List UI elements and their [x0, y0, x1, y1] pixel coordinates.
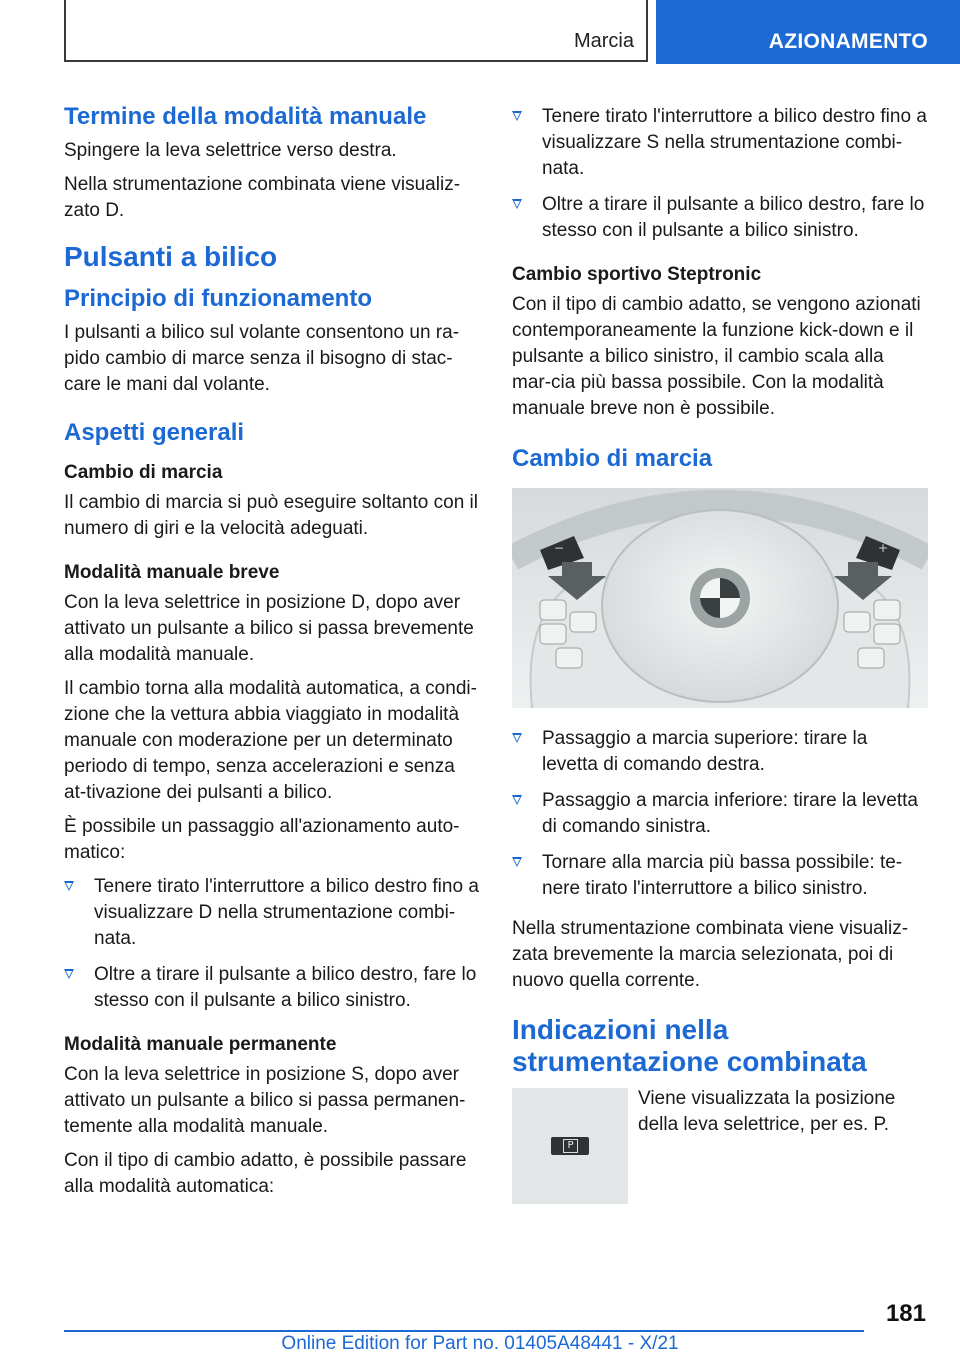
- heading-gear-change: Cambio di marcia: [64, 462, 223, 483]
- header-section-box: [64, 0, 648, 62]
- list-item: [512, 192, 928, 244]
- triangle-bullet-icon: [64, 881, 74, 891]
- list-item: [512, 104, 928, 182]
- heading-instrument-cluster-indications: Indicazioni nella strumentazione combinata: [512, 1014, 867, 1077]
- paragraph: Il cambio di marcia si può eseguire soltanto con il numero di giri e la velocità adeguati.: [64, 492, 478, 539]
- heading-steptronic: Cambio sportivo Steptronic: [512, 264, 762, 285]
- bmw-logo-icon: [690, 568, 750, 628]
- paragraph: Spingere la leva selettrice verso destra.: [64, 140, 397, 161]
- list-item-text: Tenere tirato l'interruttore a bilico destro fino a visualizzare D nella strumentazione combi-nata.: [94, 876, 479, 949]
- triangle-bullet-icon: [512, 199, 522, 209]
- triangle-bullet-icon: [512, 111, 522, 121]
- list-item-text: Oltre a tirare il pulsante a bilico destro, fare lo stesso con il pulsante a bilico sinistro.: [94, 964, 477, 1011]
- heading-general: Aspetti generali: [64, 419, 245, 446]
- paragraph: Con la leva selettrice in posizione S, dopo aver attivato un pulsante a bilico si passa permanen-temente alla modalità manuale.: [64, 1064, 466, 1137]
- bullet-list: [64, 874, 480, 1014]
- footer-rule: [64, 1330, 864, 1332]
- svg-text:+: +: [878, 541, 889, 555]
- bullet-list: [512, 104, 928, 244]
- triangle-bullet-icon: [512, 733, 522, 743]
- list-item: [64, 962, 480, 1014]
- page-number: 181: [885, 1300, 926, 1327]
- gear-display: [551, 1137, 589, 1155]
- heading-principle: Principio di funzionamento: [64, 285, 372, 312]
- paragraph: Nella strumentazione combinata viene visualiz-zato D.: [64, 174, 461, 221]
- indicator-row: [512, 1088, 928, 1208]
- paragraph: Viene visualizzata la posizione della leva selettrice, per es. P.: [638, 1088, 896, 1135]
- paragraph: Nella strumentazione combinata viene visualiz-zata brevemente la marcia selezionata, poi di nuovo quella corrente.: [512, 918, 909, 991]
- paragraph: Con il tipo di cambio adatto, se vengono azionati contemporaneamente la funzione kick-down e il pulsante a bilico sinistro, il cambio scala alla mar-cia più bassa possibile. Con la modalità manuale breve non è possibile.: [512, 294, 921, 419]
- triangle-bullet-icon: [512, 795, 522, 805]
- paragraph: I pulsanti a bilico sul volante consentono un ra-pido cambio di marce senza il bisogno di stac-care le mani dal volante.: [64, 322, 460, 395]
- paragraph: Con la leva selettrice in posizione D, dopo aver attivato un pulsante a bilico si passa brevemente alla modalità manuale.: [64, 592, 474, 665]
- list-item: [512, 850, 928, 902]
- list-item-text: Tornare alla marcia più bassa possibile: te-nere tirato l'interruttore a bilico sinistro.: [542, 852, 903, 899]
- paragraph: Il cambio torna alla modalità automatica, a condi-zione che la vettura abbia viaggiato in modalità manuale con moderazione per un determinato periodo di tempo, senza accelerazioni e senza at-tivazione dei pulsanti a bilico.: [64, 678, 477, 803]
- list-item-text: Passaggio a marcia inferiore: tirare la levetta di comando sinistra.: [542, 790, 918, 837]
- heading-paddle-switches: Pulsanti a bilico: [64, 241, 278, 272]
- triangle-bullet-icon: [512, 857, 522, 867]
- heading-short-manual-mode: Modalità manuale breve: [64, 562, 280, 583]
- list-item: [512, 726, 928, 778]
- heading-gear-change: Cambio di marcia: [512, 445, 713, 472]
- heading-end-manual-mode: Termine della modalità manuale: [64, 103, 427, 130]
- paragraph: È possibile un passaggio all'azionamento auto-matico:: [64, 816, 460, 863]
- list-item-text: Oltre a tirare il pulsante a bilico destro, fare lo stesso con il pulsante a bilico sinistro.: [542, 194, 925, 241]
- bullet-list: [512, 726, 928, 902]
- svg-text:−: −: [554, 541, 565, 555]
- instrument-cluster-figure: [512, 1088, 628, 1204]
- paragraph: Con il tipo di cambio adatto, è possibile passare alla modalità automatica:: [64, 1150, 467, 1197]
- left-column: [64, 100, 480, 1208]
- heading-permanent-manual-mode: Modalità manuale permanente: [64, 1034, 337, 1055]
- triangle-bullet-icon: [64, 969, 74, 979]
- list-item-text: Passaggio a marcia superiore: tirare la levetta di comando destra.: [542, 728, 868, 775]
- right-column: [512, 100, 928, 1208]
- footer-edition: Online Edition for Part no. 01405A48441 - X/21: [281, 1333, 679, 1354]
- list-item-text: Tenere tirato l'interruttore a bilico destro fino a visualizzare S nella strumentazione combi-nata.: [542, 106, 927, 179]
- list-item: [512, 788, 928, 840]
- gear-letter: P: [563, 1139, 578, 1153]
- steering-wheel-illustration: [512, 488, 928, 708]
- list-item: [64, 874, 480, 952]
- header-chapter-tab: [656, 0, 960, 64]
- header-section-title: Marcia: [573, 30, 634, 52]
- header-chapter-title: AZIONAMENTO: [768, 30, 928, 53]
